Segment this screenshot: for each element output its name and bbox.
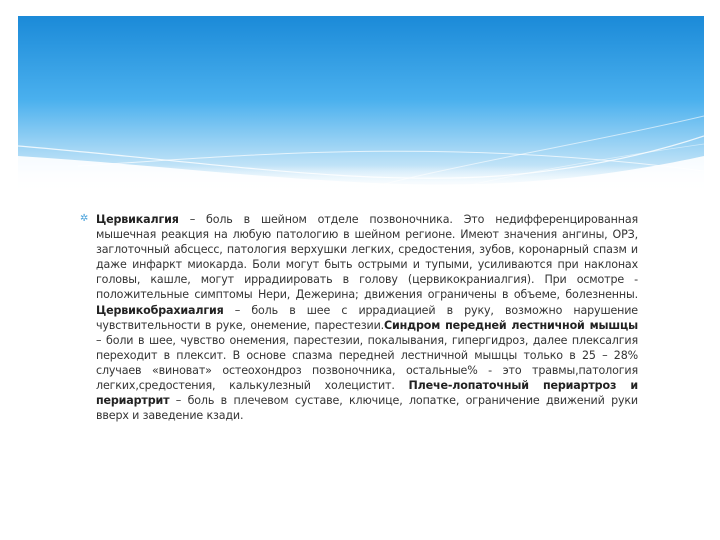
- bold-term: Цервикалгия: [96, 213, 179, 226]
- bold-term: Плече-лопаточный периартроз и периартрит: [96, 379, 638, 408]
- body-text-run: – боль в шее с иррадиацией в руку, возможно нарушение чувствительности в руке, онемение, парестезии.: [96, 303, 638, 332]
- bold-term: Цервикобрахиалгия: [96, 303, 224, 317]
- star-bullet-icon: ✲: [80, 213, 89, 224]
- bold-term: Синдром передней лестничной мышцы: [384, 318, 638, 332]
- body-paragraph: [78, 212, 638, 423]
- text-content: [78, 212, 638, 423]
- sky-header-decoration: [18, 16, 704, 202]
- sky-gradient-graphic: [18, 16, 704, 202]
- body-text-run: – боль в плечевом суставе, ключице, лопатке, ограничение движений руки вверх и заведение кзади.: [96, 394, 638, 423]
- body-text-run: – боль в шейном отделе позвоночника. Это недифференцированная мышечная реакция на любую патологию в шейном регионе. Имеют значения ангины, ОРЗ, заглоточный абсцесс, патология верхушки легких, средостения, зубов, коронарный спазм и даже инфаркт миокарда. Боли могут быть острыми и тупыми, усиливаются при наклонах головы, кашле, могут иррадиировать в голову (цервикокраниалгия). При осмотре - положительные симптомы Нери, Дежерина; движения ограничены в объеме, болезненны.: [96, 213, 638, 302]
- body-text-run: – боли в шее, чувство онемения, парестезии, покалывания, гипергидроз, далее плексалгия переходит в плексит. В основе спазма передней лестничной мышцы только в 25 – 28% случаев «виноват» остеохондроз позвоночника, остальные% - это травмы,патология легких,средостения, калькулезный холецистит.: [96, 333, 638, 393]
